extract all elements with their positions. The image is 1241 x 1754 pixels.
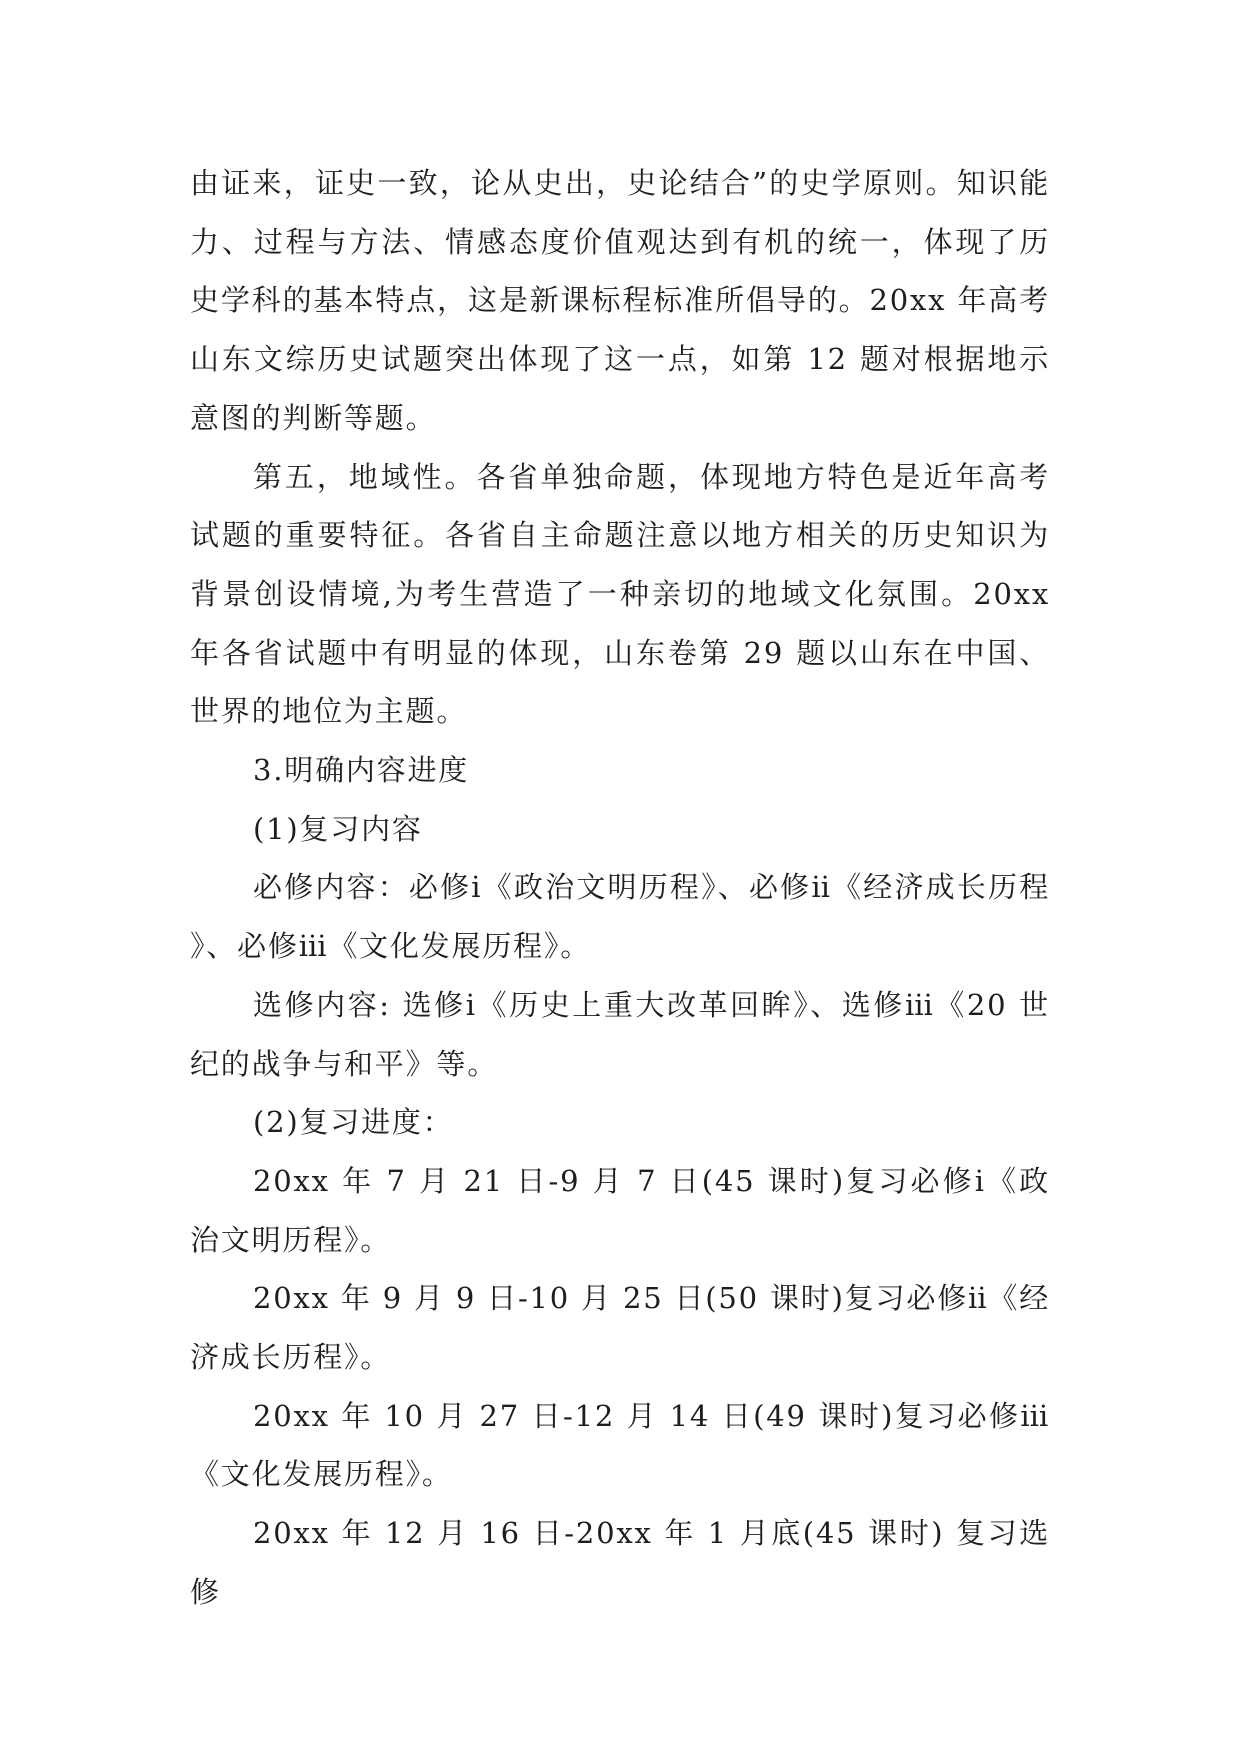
paragraph-elective-courses: 选修内容: 选修ⅰ《历史上重大改革回眸》、选修ⅲ《20 世纪的战争与和平》等。 [190,987,1050,1081]
paragraph-required-courses: 必修内容：必修ⅰ《政治文明历程》、必修ⅱ《经济成长历程》、必修ⅲ《文化发展历程》。 [190,870,1050,964]
schedule-item-3: 20xx 年 10 月 27 日-12 月 14 日(49 课时)复习必修ⅲ《文化发展历程》。 [190,1398,1050,1492]
paragraph-regional-feature: 第五，地域性。各省单独命题，体现地方特色是近年高考试题的重要特征。各省自主命题注意以地方相关的历史知识为背景创设情境,为考生营造了一种亲切的地域文化氛围。20xx 年各省试题中有明显的体现，山东卷第 29 题以山东在中国、世界的地位为主题。 [190,459,1050,729]
schedule-item-1: 20xx 年 7 月 21 日-9 月 7 日(45 课时)复习必修ⅰ《政治文明历程》。 [190,1163,1050,1257]
subheading-review-content: (1)复习内容 [253,811,423,846]
schedule-item-2: 20xx 年 9 月 9 日-10 月 25 日(50 课时)复习必修ⅱ《经济成长历程》。 [190,1281,1050,1375]
section-heading-content-progress: 3.明确内容进度 [253,753,470,788]
document-body [190,154,1050,1622]
paragraph-historical-principle: 由证来，证史一致，论从史出，史论结合”的史学原则。知识能力、过程与方法、情感态度价值观达到有机的统一，体现了历史学科的基本特点，这是新课标程标准所倡导的。20xx 年高考山东文综历史试题突出体现了这一点，如第 12 题对根据地示意图的判断等题。 [190,166,1050,435]
schedule-item-4: 20xx 年 12 月 16 日-20xx 年 1 月底(45 课时) 复习选修 [190,1516,1050,1609]
subheading-review-schedule: (2)复习进度： [253,1105,454,1140]
